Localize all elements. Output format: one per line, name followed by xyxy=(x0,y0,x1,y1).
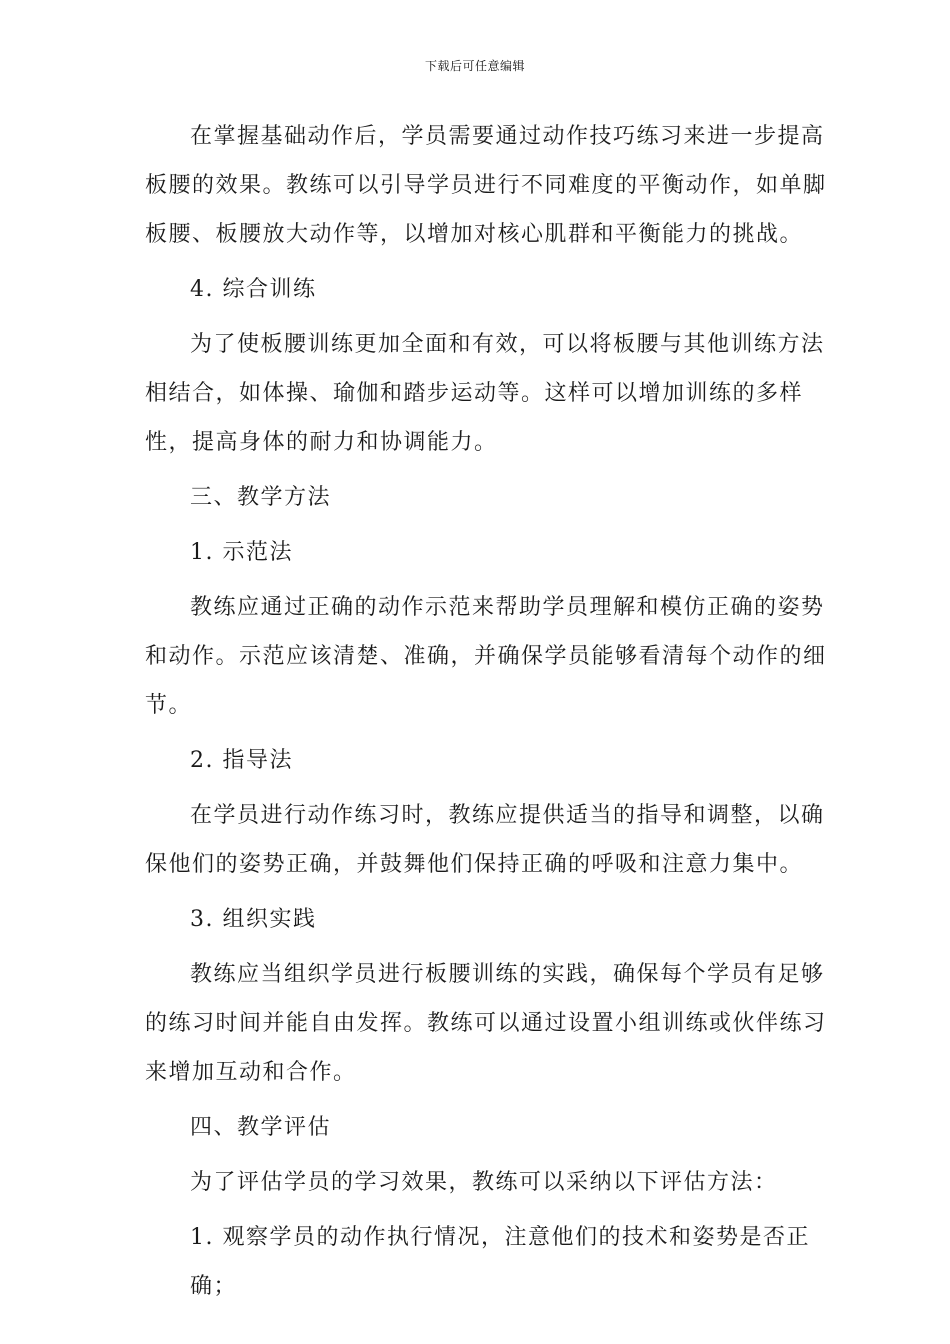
heading-teaching-evaluation: 四、教学评估 xyxy=(190,1115,332,1140)
paragraph-guidance: 在学员进行动作练习时，教练应提供适当的指导和调整，以确保他们的姿势正确，并鼓舞他们保持正确的呼吸和注意力集中。 xyxy=(145,803,825,877)
document-body xyxy=(145,112,835,1317)
paragraph-organized-practice: 教练应当组织学员进行板腰训练的实践，确保每个学员有足够的练习时间并能自由发挥。教练可以通过设置小组训练或伙伴练习来增加互动和合作。 xyxy=(145,962,827,1085)
heading-comprehensive-training: 4. 综合训练 xyxy=(190,277,317,302)
list-item-observe: 1. 观察学员的动作执行情况，注意他们的技术和姿势是否正确； xyxy=(190,1225,810,1299)
paragraph-demonstration: 教练应通过正确的动作示范来帮助学员理解和模仿正确的姿势和动作。示范应该清楚、准确，并确保学员能够看清每个动作的细节。 xyxy=(145,595,827,718)
page-header: 下载后可任意编辑 xyxy=(424,59,525,73)
heading-teaching-methods: 三、教学方法 xyxy=(190,485,332,510)
paragraph-evaluation-intro: 为了评估学员的学习效果，教练可以采纳以下评估方法： xyxy=(190,1170,778,1195)
heading-organized-practice: 3. 组织实践 xyxy=(190,907,317,932)
heading-guidance: 2. 指导法 xyxy=(190,748,293,773)
paragraph-comprehensive-training: 为了使板腰训练更加全面和有效，可以将板腰与其他训练方法相结合，如体操、瑜伽和踏步运动等。这样可以增加训练的多样性，提高身体的耐力和协调能力。 xyxy=(145,332,825,455)
paragraph-skill-practice: 在掌握基础动作后，学员需要通过动作技巧练习来进一步提高板腰的效果。教练可以引导学员进行不同难度的平衡动作，如单脚板腰、板腰放大动作等，以增加对核心肌群和平衡能力的挑战。 xyxy=(145,124,827,247)
heading-demonstration: 1. 示范法 xyxy=(190,540,293,565)
